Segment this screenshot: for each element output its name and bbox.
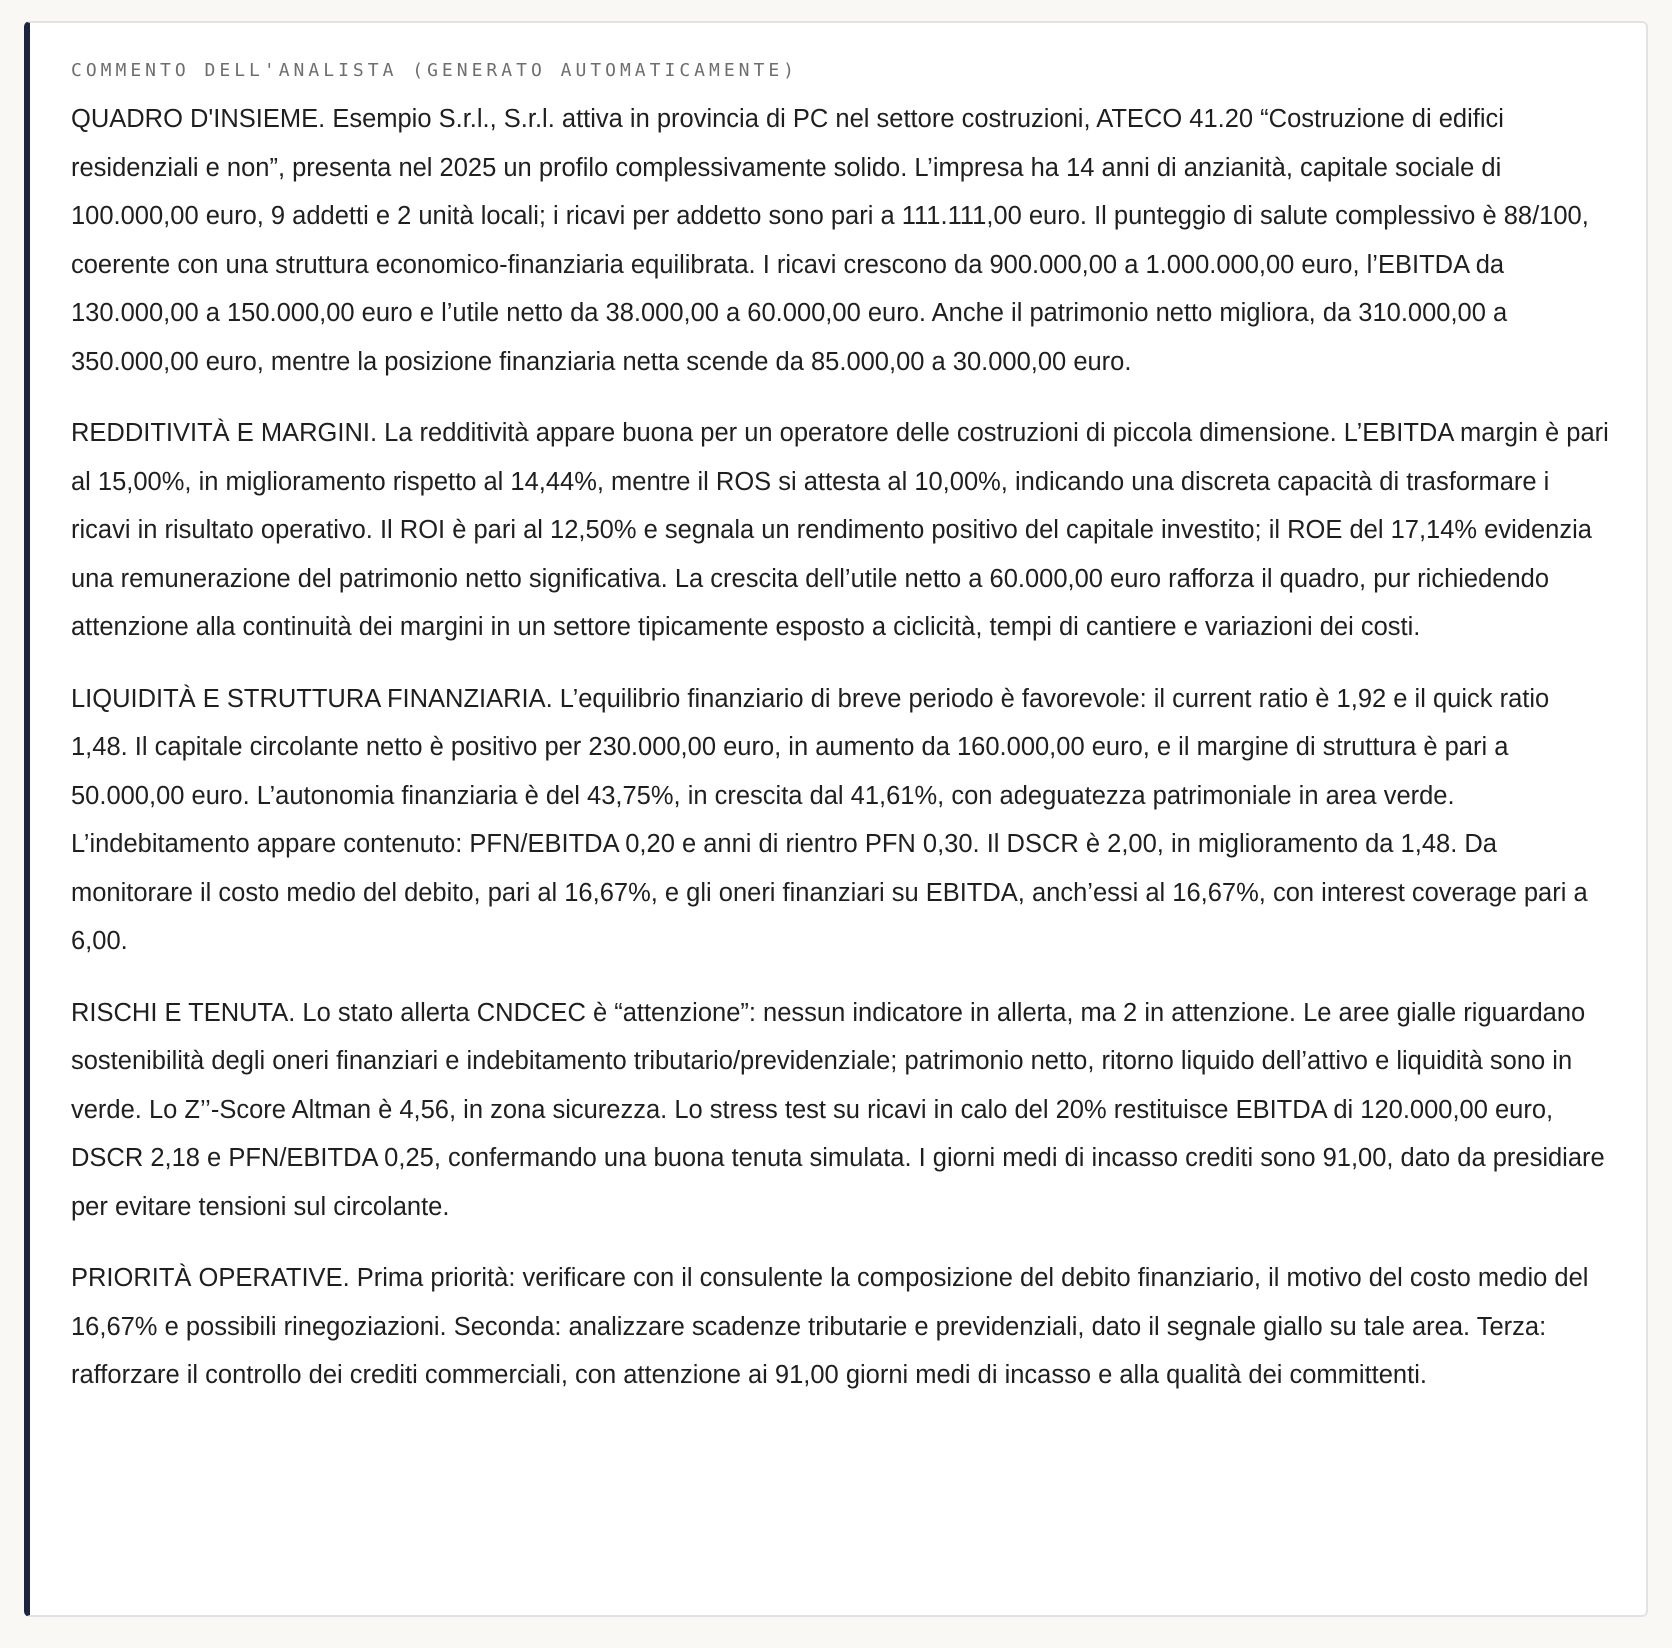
paragraph-profitability: REDDITIVITÀ E MARGINI. La redditività appare buona per un operatore delle costruzioni di piccola dimensione. L’EBITDA margin è pari al 15,00%, in miglioramento rispetto al 14,44%, mentre il ROS si attesta al 10,00%, indicando una discreta capacità di trasformare i ricavi in risultato operativo. Il ROI è pari al 12,50% e segnala un rendimento positivo del capitale investito; il ROE del 17,14% evidenzia una remunerazione del patrimonio netto significativa. La crescita dell’utile netto a 60.000,00 euro rafforza il quadro, pur richiedendo attenzione alla continuità dei margini in un settore tipicamente esposto a ciclicità, tempi di cantiere e variazioni dei costi.: [71, 419, 1609, 641]
paragraph-overview: QUADRO D'INSIEME. Esempio S.r.l., S.r.l. attiva in provincia di PC nel settore costruzioni, ATECO 41.20 “Costruzione di edifici residenziali e non”, presenta nel 2025 un profilo complessivamente solido. L’impresa ha 14 anni di anzianità, capitale sociale di 100.000,00 euro, 9 addetti e 2 unità locali; i ricavi per addetto sono pari a 111.111,00 euro. Il punteggio di salute complessivo è 88/100, coerente con una struttura economico-finanziaria equilibrata. I ricavi crescono da 900.000,00 a 1.000.000,00 euro, l’EBITDA da 130.000,00 a 150.000,00 euro e l’utile netto da 38.000,00 a 60.000,00 euro. Anche il patrimonio netto migliora, da 310.000,00 a 350.000,00 euro, mentre la posizione finanziaria netta scende da 85.000,00 a 30.000,00 euro.: [71, 105, 1589, 376]
paragraph-priorities: PRIORITÀ OPERATIVE. Prima priorità: verificare con il consulente la composizione del debito finanziario, il motivo del costo medio del 16,67% e possibili rinegoziazioni. Seconda: analizzare scadenze tributarie e previdenziali, dato il segnale giallo su tale area. Terza: rafforzare il controllo dei crediti commerciali, con attenzione ai 91,00 giorni medi di incasso e alla qualità dei committenti.: [71, 1264, 1589, 1389]
paragraph-risks: RISCHI E TENUTA. Lo stato allerta CNDCEC è “attenzione”: nessun indicatore in allerta, ma 2 in attenzione. Le aree gialle riguardano sostenibilità degli oneri finanziari e indebitamento tributario/previdenziale; patrimonio netto, ritorno liquido dell’attivo e liquidità sono in verde. Lo Z’’-Score Altman è 4,56, in zona sicurezza. Lo stress test su ricavi in calo del 20% restituisce EBITDA di 120.000,00 euro, DSCR 2,18 e PFN/EBITDA 0,25, confermando una buona tenuta simulata. I giorni medi di incasso crediti sono 91,00, dato da presidiare per evitare tensioni sul circolante.: [71, 998, 1605, 1221]
analyst-comment-card: [24, 21, 1648, 1617]
paragraph-liquidity: LIQUIDITÀ E STRUTTURA FINANZIARIA. L’equilibrio finanziario di breve periodo è favorevole: il current ratio è 1,92 e il quick ratio 1,48. Il capitale circolante netto è positivo per 230.000,00 euro, in aumento da 160.000,00 euro, e il margine di struttura è pari a 50.000,00 euro. L’autonomia finanziaria è del 43,75%, in crescita dal 41,61%, con adeguatezza patrimoniale in area verde. L’indebitamento appare contenuto: PFN/EBITDA 0,20 e anni di rientro PFN 0,30. Il DSCR è 2,00, in miglioramento da 1,48. Da monitorare il costo medio del debito, pari al 16,67%, e gli oneri finanziari su EBITDA, anch’essi al 16,67%, con interest coverage pari a 6,00.: [71, 684, 1588, 955]
comment-title: COMMENTO DELL'ANALISTA (GENERATO AUTOMATICAMENTE): [71, 60, 799, 81]
